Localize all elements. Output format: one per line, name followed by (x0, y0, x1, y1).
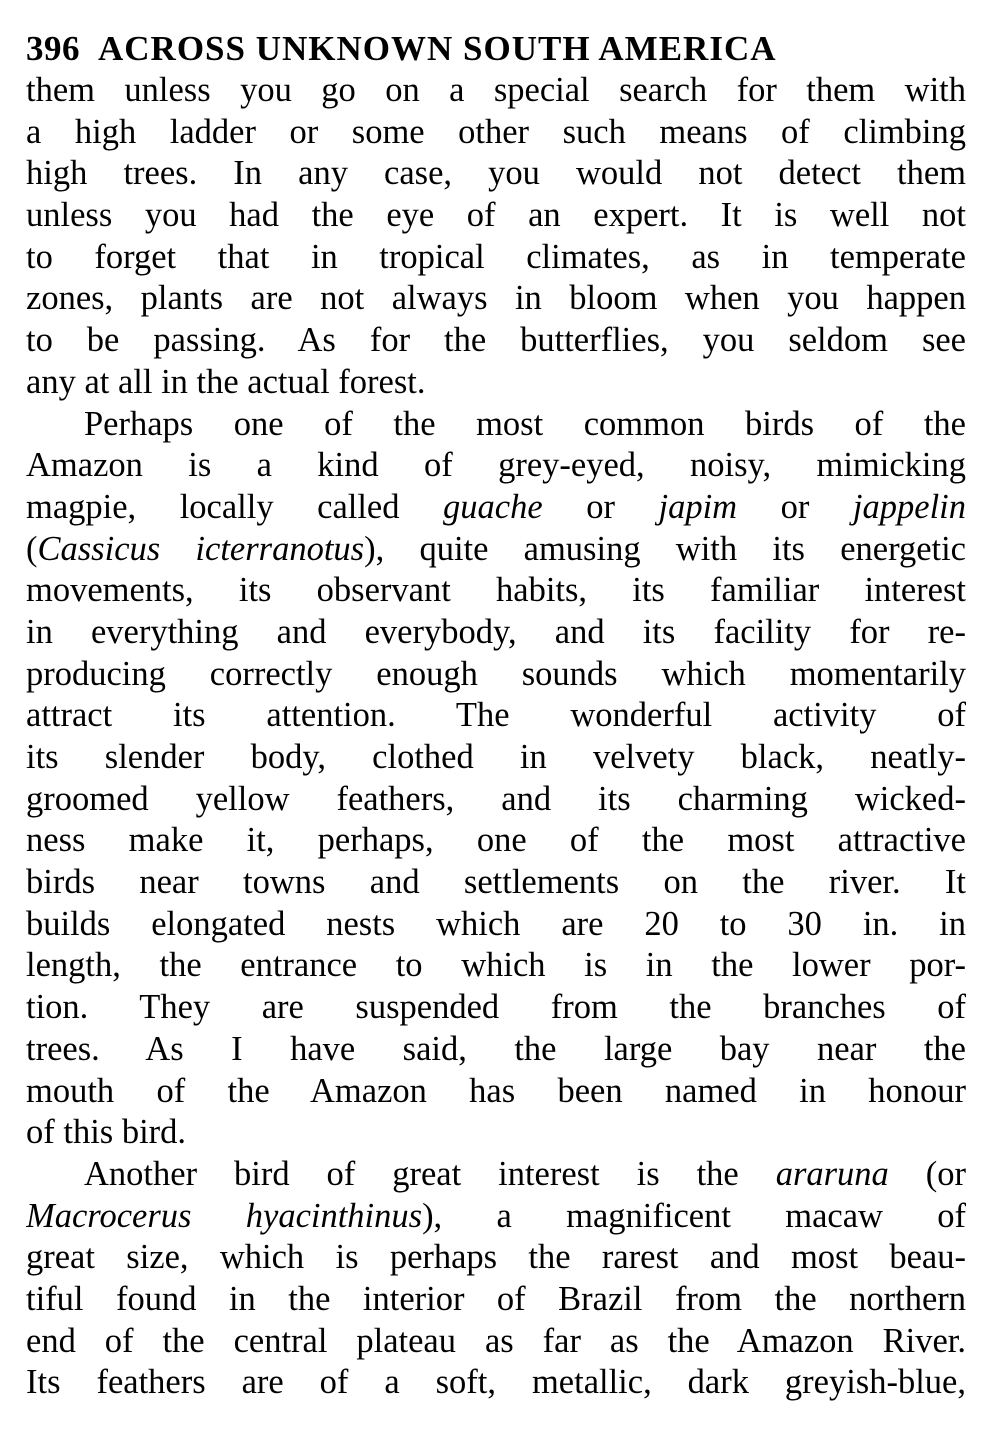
text-line: groomed yellow feathers, and its charming wicked- (26, 779, 966, 818)
italic-term: jappelin (852, 487, 966, 526)
text-line: them unless you go on a special search for them with (26, 71, 966, 109)
text-line: Perhaps one of the most common birds of the (84, 404, 966, 443)
italic-term: japim (658, 487, 738, 526)
text-line (26, 1154, 966, 1196)
text-line: of this bird. (26, 1113, 187, 1152)
text-run: ), quite amusing with its energetic (364, 529, 966, 568)
text-line: birds near towns and settlements on the river. It (26, 863, 966, 902)
text-run: or (542, 487, 659, 526)
text-line: any at all in the actual forest. (26, 362, 426, 401)
text-run: (or (888, 1154, 966, 1193)
text-line: mouth of the Amazon has been named in honour (26, 1071, 966, 1110)
italic-term: araruna (775, 1154, 889, 1193)
text-line (26, 529, 966, 571)
book-page (26, 28, 966, 1404)
text-line: tion. They are suspended from the branches of (26, 988, 966, 1027)
running-title: ACROSS UNKNOWN SOUTH AMERICA (98, 29, 777, 68)
text-run: Another bird of great interest is the (84, 1154, 776, 1193)
text-run: ( (26, 529, 38, 568)
text-line: its slender body, clothed in velvety black, neatly- (26, 738, 966, 776)
paragraph-magpie (26, 404, 966, 1154)
running-header (26, 28, 966, 70)
text-line: end of the central plateau as far as the Amazon River. (26, 1321, 966, 1360)
page-number: 396 (26, 29, 80, 68)
text-line: high trees. In any case, you would not detect them (26, 154, 966, 193)
text-line: Amazon is a kind of grey-eyed, noisy, mimicking (26, 446, 966, 485)
text-line: attract its attention. The wonderful activity of (26, 696, 966, 735)
text-line: Its feathers are of a soft, metallic, dark greyish-blue, (26, 1363, 966, 1402)
text-line: in everything and everybody, and its facility for re- (26, 612, 966, 651)
text-line (26, 487, 966, 529)
text-line: movements, its observant habits, its familiar interest (26, 571, 966, 610)
text-line: great size, which is perhaps the rarest and most beau- (26, 1238, 966, 1277)
text-line: to forget that in tropical climates, as in temperate (26, 237, 966, 276)
text-line: builds elongated nests which are 20 to 30 in. in (26, 904, 966, 943)
text-line: to be passing. As for the butterflies, you seldom see (26, 321, 966, 360)
text-line: a high ladder or some other such means of climbing (26, 112, 966, 151)
text-run: magpie, locally called (26, 487, 444, 526)
text-line: unless you had the eye of an expert. It is well not (26, 196, 966, 235)
italic-term: guache (443, 487, 543, 526)
text-line: zones, plants are not always in bloom when you happen (26, 279, 966, 318)
italic-term: Macrocerus hyacinthinus (26, 1196, 423, 1235)
text-line: length, the entrance to which is in the lower por- (26, 946, 966, 985)
paragraph-araruna (26, 1154, 966, 1404)
text-line: tiful found in the interior of Brazil from the northern (26, 1279, 966, 1318)
paragraph-continued (26, 70, 966, 404)
text-line (26, 1196, 966, 1238)
text-run: ), a magnificent macaw of (422, 1196, 966, 1235)
italic-term: Cassicus icterranotus (37, 529, 365, 568)
text-line: producing correctly enough sounds which momentarily (26, 654, 966, 693)
text-line: ness make it, perhaps, one of the most attractive (26, 821, 966, 860)
text-run: or (737, 487, 853, 526)
text-line: trees. As I have said, the large bay near the (26, 1029, 966, 1068)
